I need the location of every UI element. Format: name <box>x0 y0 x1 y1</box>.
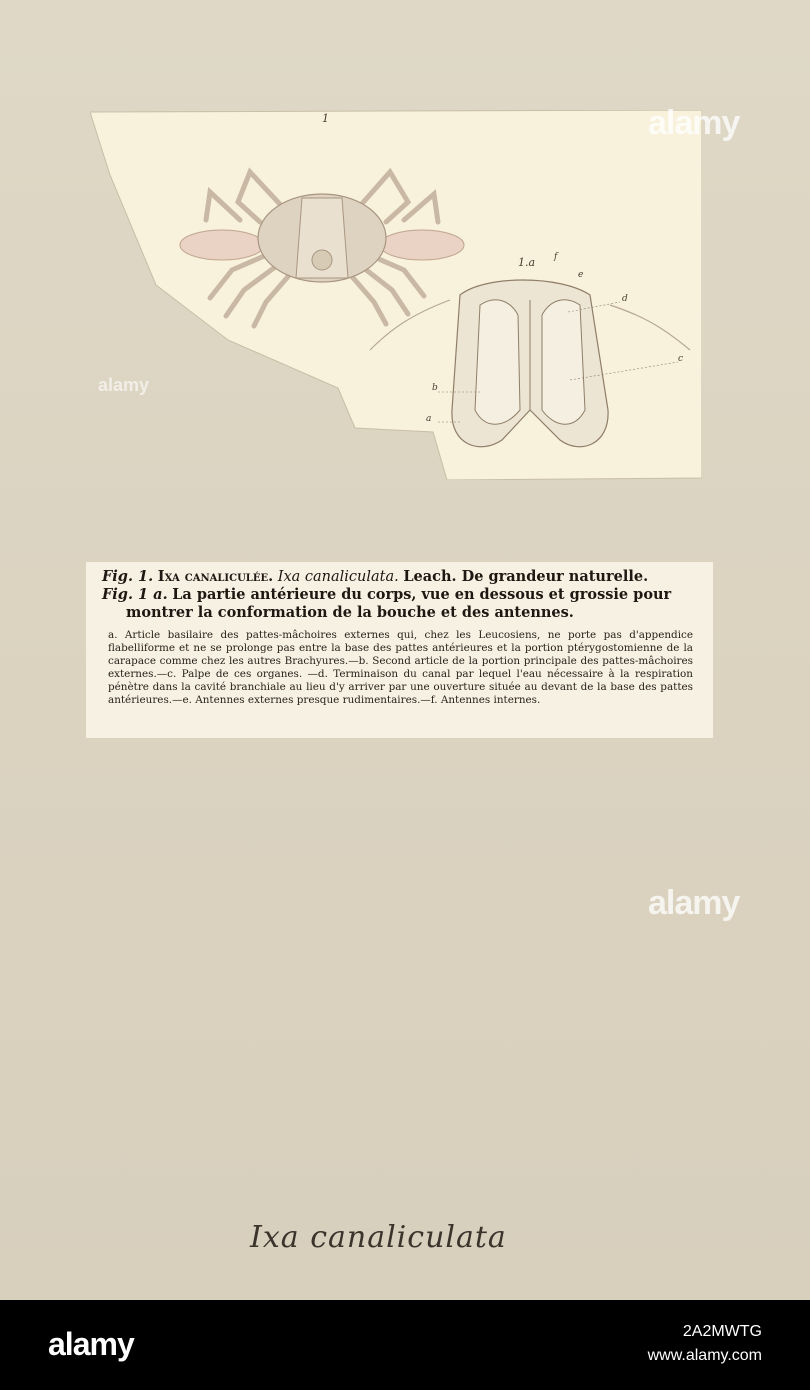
label-f: f <box>554 252 558 262</box>
watermark-logo: alamy <box>648 104 740 142</box>
plate-illustration <box>90 110 702 480</box>
label-b: b <box>432 383 438 393</box>
caption-label <box>86 562 713 738</box>
figure-number-detail: 1.a <box>518 256 536 269</box>
label-d: d <box>622 294 628 304</box>
caption-fig-1a-text: La partie antérieure du corps, vue en dessous et grossie pour <box>172 586 672 603</box>
footer-info <box>648 1320 762 1368</box>
footer-bar <box>0 1300 810 1390</box>
image-id: 2A2MWTG <box>682 1323 762 1340</box>
caption-line-1 <box>102 568 699 586</box>
caption-species: Ixa canaliculata. <box>277 569 399 585</box>
label-c: c <box>678 354 684 364</box>
footer-logo: alamy <box>48 1326 134 1362</box>
plate-drawing <box>90 110 702 480</box>
label-a: a <box>426 414 432 424</box>
caption-author: Leach. De grandeur naturelle. <box>403 568 649 585</box>
label-e: e <box>578 270 584 280</box>
caption-line-2 <box>102 586 699 604</box>
caption-notes: a. Article basilaire des pattes-mâchoires externes qui, chez les Leucosiens, ne porte pas d'appendice flabelliforme et ne se prolonge pas entre la base des pattes antérieures et la portion ptérygostomienne de la carapace comme chez les autres Brachyures.—b. Second article de la portion principale des pattes-mâchoires externes.—c. Palpe de ces organes. —d. Terminaison du canal par lequel l'eau nécessaire à la respiration pénètre dans la cavité branchiale au lieu d'y arriver par une ouverture située au devant de la base des pattes antérieures.—e. Antennes externes presque rudimentaires.—f. Antennes internes. <box>108 629 693 706</box>
caption-fig-1a: Fig. 1 a. <box>102 586 168 603</box>
watermark-logo: alamy <box>648 884 740 922</box>
handwritten-species-name: Ixa canaliculata <box>250 1220 507 1255</box>
caption-common-name: Ixa canaliculée. <box>157 568 274 585</box>
caption-fig-1: Fig. 1. <box>102 568 154 585</box>
caption-line-3: montrer la conformation de la bouche et des antennes. <box>126 604 574 621</box>
figure-number-main: 1 <box>322 112 329 125</box>
crab-claw-right <box>380 230 464 260</box>
site-link[interactable]: www.alamy.com <box>647 1347 762 1364</box>
watermark-mark: alamy <box>98 375 150 395</box>
crab-claw-left <box>180 230 264 260</box>
